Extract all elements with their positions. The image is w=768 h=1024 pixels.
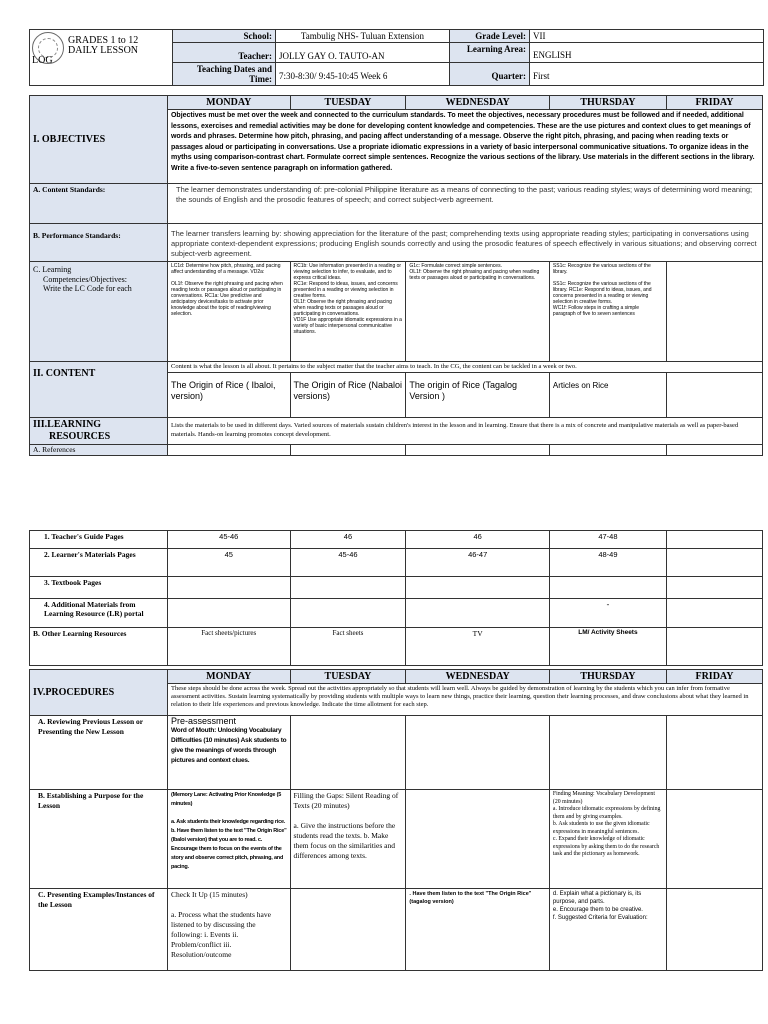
learning-resources-note: Lists the materials to be used in different days. Varied sources of materials sustain children's interest in the lesson and in learning. Ensure that there is a mix of concrete and manipulative materials as well as paper-based materials. Hands-on learning promotes concept development. bbox=[167, 418, 762, 445]
pre-assessment-title: Pre-assessment bbox=[170, 716, 237, 726]
proc-b-monday: (Memory Lane: Activating Prior Knowledge (5 minutes) a. Ask students their knowledge regarding rice. b. Have them listen to the text "The Origin Rice" (Ibaloi version) that you are to read. c. Encourage them to focus on the events of the story and observe correct pitch, phrasing, and pacing. bbox=[167, 790, 290, 889]
competencies-thursday: SS1c: Recognize the various sections of the library. SS1c: Recognize the various sections of the library. RC1e: Respond to ideas, issues, and concerns presented in a reading or viewing selection in creative forms. WC1f: Follow steps in crafting a simple paragraph of five to seven sentences bbox=[549, 262, 666, 362]
textbook-pages-wednesday bbox=[406, 577, 550, 599]
tg-pages-tuesday: 46 bbox=[290, 531, 406, 549]
proc-b-label: B. Establishing a Purpose for the Lesson bbox=[30, 790, 168, 889]
day-friday: FRIDAY bbox=[666, 96, 762, 110]
resources-table bbox=[29, 530, 763, 666]
learning-area-value: ENGLISH bbox=[530, 43, 764, 63]
lm-pages-tuesday: 45-46 bbox=[290, 549, 406, 577]
textbook-pages-label: 3. Textbook Pages bbox=[30, 577, 168, 599]
learning-resources-label-line2: RESOURCES bbox=[49, 431, 111, 442]
header-table bbox=[29, 29, 764, 86]
proc-b-thursday: Finding Meaning: Vocabulary Development (20 minutes) a. Introduce idiomatic expressions by defining them and by giving examples. b. Ask students to use the given idiomatic expressions in meaningful sentences. c. Expand their knowledge of idiomatic expressions by asking them to do the research task and the pictionary as homework. bbox=[549, 790, 666, 889]
tg-pages-label: 1. Teacher's Guide Pages bbox=[30, 531, 168, 549]
grade-level-label: Grade Level: bbox=[450, 30, 530, 43]
grade-title-line1: GRADES 1 to 12 bbox=[68, 35, 139, 46]
proc-day-thursday: THURSDAY bbox=[549, 670, 666, 684]
day-wednesday: WEDNESDAY bbox=[406, 96, 550, 110]
content-monday: The Origin of Rice ( Ibaloi, version) bbox=[167, 373, 290, 418]
quarter-value: First bbox=[530, 63, 764, 86]
additional-materials-label: 4. Additional Materials from Learning Resource (LR) portal bbox=[30, 599, 168, 628]
competencies-label bbox=[30, 262, 168, 362]
competencies-monday: LC1d: Determine how pitch, phrasing, and pacing affect understanding of a message. VD2a: OL1f: Observe the right phrasing and pacing when reading texts or passages aloud or participating in conversations. RC1a: Use predictive and anticipatory devices/tasks to activate prior knowledge about the topic of reading/viewing selection. bbox=[167, 262, 290, 362]
school-label: School: bbox=[173, 30, 276, 43]
proc-day-tuesday: TUESDAY bbox=[290, 670, 406, 684]
grade-level-value: VII bbox=[530, 30, 764, 43]
other-resources-friday bbox=[666, 628, 762, 666]
competencies-wednesday: G1c: Formulate correct simple sentences. OL1f: Observe the right phrasing and pacing when reading texts or passages aloud or participating in conversations. bbox=[406, 262, 550, 362]
textbook-pages-thursday bbox=[549, 577, 666, 599]
proc-c-thursday: d. Explain what a pictionary is, its purpose, and parts. e. Encourage them to be creative. f. Suggested Criteria for Evaluation: bbox=[549, 889, 666, 971]
procedures-note: These steps should be done across the week. Spread out the activities appropriately so that students will learn well. Always be guided by demonstration of learning by the students which you can infer from formative assessment activities. Sustain learning systematically by providing students with multiple ways to learn new things, practice their learning, question their learning processes, and draw conclusions about what they learned in relation to their life experiences and previous knowledge. Indicate the time allotment for each step. bbox=[167, 684, 762, 716]
content-wednesday: The origin of Rice (Tagalog Version ) bbox=[406, 373, 550, 418]
dates-label: Teaching Dates and Time: bbox=[173, 63, 276, 86]
learning-area-label: Learning Area: bbox=[450, 43, 530, 63]
proc-b-wednesday bbox=[406, 790, 550, 889]
references-wednesday bbox=[406, 445, 550, 456]
content-thursday: Articles on Rice bbox=[549, 373, 666, 418]
textbook-pages-monday bbox=[167, 577, 290, 599]
proc-c-tuesday bbox=[290, 889, 406, 971]
quarter-label: Quarter: bbox=[450, 63, 530, 86]
proc-c-label: C. Presenting Examples/Instances of the Lesson bbox=[30, 889, 168, 971]
lm-pages-thursday: 48-49 bbox=[549, 549, 666, 577]
proc-a-label: A. Reviewing Previous Lesson or Presenting the New Lesson bbox=[30, 716, 168, 790]
learning-resources-label bbox=[30, 418, 168, 445]
references-tuesday bbox=[290, 445, 406, 456]
lm-pages-monday: 45 bbox=[167, 549, 290, 577]
competencies-label-line1: C. Learning bbox=[33, 265, 72, 274]
lm-pages-wednesday: 46-47 bbox=[406, 549, 550, 577]
proc-a-wednesday bbox=[406, 716, 550, 790]
procedures-label: IV.PROCEDURES bbox=[30, 670, 168, 716]
proc-a-monday bbox=[167, 716, 290, 790]
proc-a-monday-text: Word of Mouth: Unlocking Vocabulary Difficulties (10 minutes) Ask students to give the meanings of words through pictures and context clues. bbox=[170, 727, 287, 764]
school-value: Tambulig NHS- Tuluan Extension bbox=[276, 30, 450, 43]
other-resources-wednesday: TV bbox=[406, 628, 550, 666]
day-tuesday: TUESDAY bbox=[290, 96, 406, 110]
references-friday bbox=[666, 445, 762, 456]
competencies-label-line3: Write the LC Code for each bbox=[43, 284, 132, 293]
additional-materials-thursday: - bbox=[549, 599, 666, 628]
additional-materials-monday bbox=[167, 599, 290, 628]
teacher-label: Teacher: bbox=[173, 43, 276, 63]
proc-a-tuesday bbox=[290, 716, 406, 790]
resources-row bbox=[30, 549, 763, 577]
dates-value: 7:30-8:30/ 9:45-10:45 Week 6 bbox=[276, 63, 450, 86]
additional-materials-wednesday bbox=[406, 599, 550, 628]
competencies-tuesday: RC1b: Use information presented in a reading or viewing selection to infer, to evaluate, and to express critical ideas. RC1e: Respond to ideas, issues, and concerns presented in a reading or viewing selection in creative forms. OL1f: Observe the right phrasing and pacing when reading texts or passages aloud or participating in conversations. VD1F Use appropriate idiomatic expressions in a variety of basic interpersonal communicative situations. bbox=[290, 262, 406, 362]
other-resources-thursday: LM/ Activity Sheets bbox=[549, 628, 666, 666]
references-label: A. References bbox=[30, 445, 168, 456]
other-resources-label: B. Other Learning Resources bbox=[30, 628, 168, 666]
content-friday bbox=[666, 373, 762, 418]
performance-standards-label: B. Performance Standards: bbox=[30, 224, 168, 262]
content-standards-text: The learner demonstrates understanding of: pre-colonial Philippine literature as a means of connecting to the past; various reading styles; ways of determining word meaning; the sounds of English and the prosodic features of speech; and correct subject-verb agreement. bbox=[167, 184, 762, 224]
dll-title bbox=[30, 30, 173, 86]
resources-row bbox=[30, 577, 763, 599]
references-thursday bbox=[549, 445, 666, 456]
lm-pages-friday bbox=[666, 549, 762, 577]
tg-pages-wednesday: 46 bbox=[406, 531, 550, 549]
proc-c-monday: Check It Up (15 minutes) a. Process what the students have listened to by discussing the following: i. Events ii. Problem/conflict iii. Resolution/outcome bbox=[167, 889, 290, 971]
proc-c-wednesday: . Have them listen to the text "The Origin Rice" (tagalog version) bbox=[406, 889, 550, 971]
proc-day-wednesday: WEDNESDAY bbox=[406, 670, 550, 684]
grade-title-line3: LOG bbox=[32, 55, 53, 66]
grade-title-line2: DAILY LESSON bbox=[68, 45, 139, 56]
objectives-table bbox=[29, 95, 763, 456]
resources-row bbox=[30, 628, 763, 666]
proc-day-friday: FRIDAY bbox=[666, 670, 762, 684]
resources-row bbox=[30, 531, 763, 549]
additional-materials-tuesday bbox=[290, 599, 406, 628]
content-note: Content is what the lesson is all about. It pertains to the subject matter that the teacher aims to teach. In the CG, the content can be tackled in a week or two. bbox=[167, 362, 762, 373]
other-resources-monday: Fact sheets/pictures bbox=[167, 628, 290, 666]
content-standards-label: A. Content Standards: bbox=[30, 184, 168, 224]
proc-a-friday bbox=[666, 716, 762, 790]
procedures-table bbox=[29, 669, 763, 971]
teacher-value: JOLLY GAY O. TAUTO-AN bbox=[276, 43, 450, 63]
additional-materials-friday bbox=[666, 599, 762, 628]
proc-c-friday bbox=[666, 889, 762, 971]
proc-b-tuesday: Filling the Gaps: Silent Reading of Texts (20 minutes) a. Give the instructions before the students read the texts. b. Make them focus on the similarities and differences among texts. bbox=[290, 790, 406, 889]
content-label: II. CONTENT bbox=[30, 362, 168, 418]
competencies-label-line2: Competencies/Objectives: bbox=[43, 274, 127, 284]
day-thursday: THURSDAY bbox=[549, 96, 666, 110]
learning-resources-label-line1: III.LEARNING bbox=[33, 419, 102, 430]
tg-pages-friday bbox=[666, 531, 762, 549]
references-monday bbox=[167, 445, 290, 456]
proc-day-monday: MONDAY bbox=[167, 670, 290, 684]
tg-pages-thursday: 47-48 bbox=[549, 531, 666, 549]
textbook-pages-friday bbox=[666, 577, 762, 599]
lm-pages-label: 2. Learner's Materials Pages bbox=[30, 549, 168, 577]
proc-a-thursday bbox=[549, 716, 666, 790]
competencies-friday bbox=[666, 262, 762, 362]
other-resources-tuesday: Fact sheets bbox=[290, 628, 406, 666]
textbook-pages-tuesday bbox=[290, 577, 406, 599]
objectives-text: Objectives must be met over the week and connected to the curriculum standards. To meet the objectives, necessary procedures must be followed and if needed, additional lessons, exercises and remedial activities may be done for developing content knowledge and competencies. These are the use pictures and context clues to get meanings of words and phrases. Determine how pitch, phrasing, and pacing affect understanding of a message. Observe the right pitch, phrasing, and pacing when reading texts or passages aloud or participating in conversations. Use a propriate idiomatic expressions in a variety of basic interpersonal communicative situations. To organize ideas in the myths using comparison-contrast chart. Formulate correct simple sentences. Recognize the various sections of the library. Use materials in the different sections in the library. Write a five-to-seven sentence paragraph on information gathered. bbox=[167, 110, 762, 184]
objectives-label: I. OBJECTIVES bbox=[30, 96, 168, 184]
tg-pages-monday: 45-46 bbox=[167, 531, 290, 549]
resources-row bbox=[30, 599, 763, 628]
performance-standards-text: The learner transfers learning by: showing appreciation for the literature of the past; comprehending texts using appropriate reading styles; participating in conversations using appropriate context-dependent expressions; producing English sounds correctly and using the prosodic features of speech effectively in various situations; and observing correct subject-verb agreement. bbox=[167, 224, 762, 262]
day-monday: MONDAY bbox=[167, 96, 290, 110]
proc-b-friday bbox=[666, 790, 762, 889]
content-tuesday: The Origin of Rice (Nabaloi versions) bbox=[290, 373, 406, 418]
